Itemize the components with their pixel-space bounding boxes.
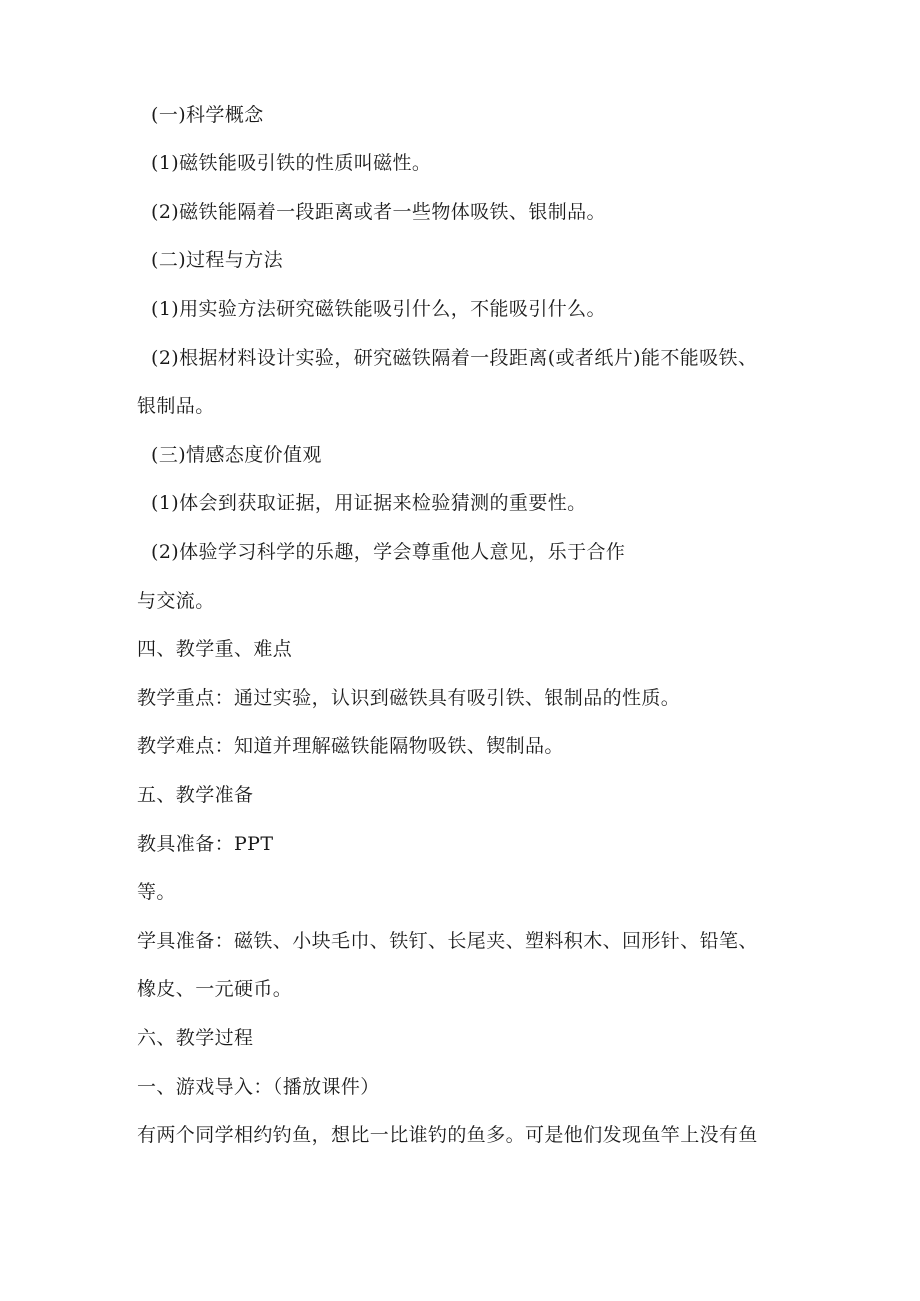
paragraph-line: (1)用实验方法研究磁铁能吸引什么，不能吸引什么。 [151,298,606,320]
section-heading-process-method: (二)过程与方法 [151,249,284,271]
section-heading-teaching-process: 六、教学过程 [137,1027,254,1049]
paragraph-line: (2)体验学习科学的乐趣，学会尊重他人意见，乐于合作 [151,541,626,563]
paragraph-line: (2)磁铁能隔着一段距离或者一些物体吸铁、银制品。 [151,201,606,223]
paragraph-line: 橡皮、一元硬币。 [137,978,293,1000]
paragraph-line: (2)根据材料设计实验，研究磁铁隔着一段距离(或者纸片)能不能吸铁、 [151,347,758,369]
paragraph-line: 等。 [137,881,176,903]
section-heading-science-concept: (一)科学概念 [151,104,264,126]
paragraph-line: (1)体会到获取证据，用证据来检验猜测的重要性。 [151,492,587,514]
paragraph-line: 教学重点：通过实验，认识到磁铁具有吸引铁、银制品的性质。 [137,687,681,709]
paragraph-line: 教具准备：PPT [137,833,274,855]
paragraph-line: 一、游戏导入：（播放课件） [137,1076,380,1098]
paragraph-line: 学具准备：磁铁、小块毛巾、铁钉、长尾夹、塑料积木、回形针、铅笔、 [137,930,758,952]
paragraph-line: (1)磁铁能吸引铁的性质叫磁性。 [151,152,432,174]
section-heading-emotion-values: (三)情感态度价值观 [151,444,322,466]
paragraph-line: 有两个同学相约钓鱼，想比一比谁钓的鱼多。可是他们发现鱼竿上没有鱼 [137,1124,758,1146]
section-heading-key-points: 四、教学重、难点 [137,638,293,660]
paragraph-line: 银制品。 [137,395,215,417]
section-heading-preparation: 五、教学准备 [137,784,254,806]
paragraph-line: 教学难点：知道并理解磁铁能隔物吸铁、锲制品。 [137,735,564,757]
paragraph-line: 与交流。 [137,590,215,612]
